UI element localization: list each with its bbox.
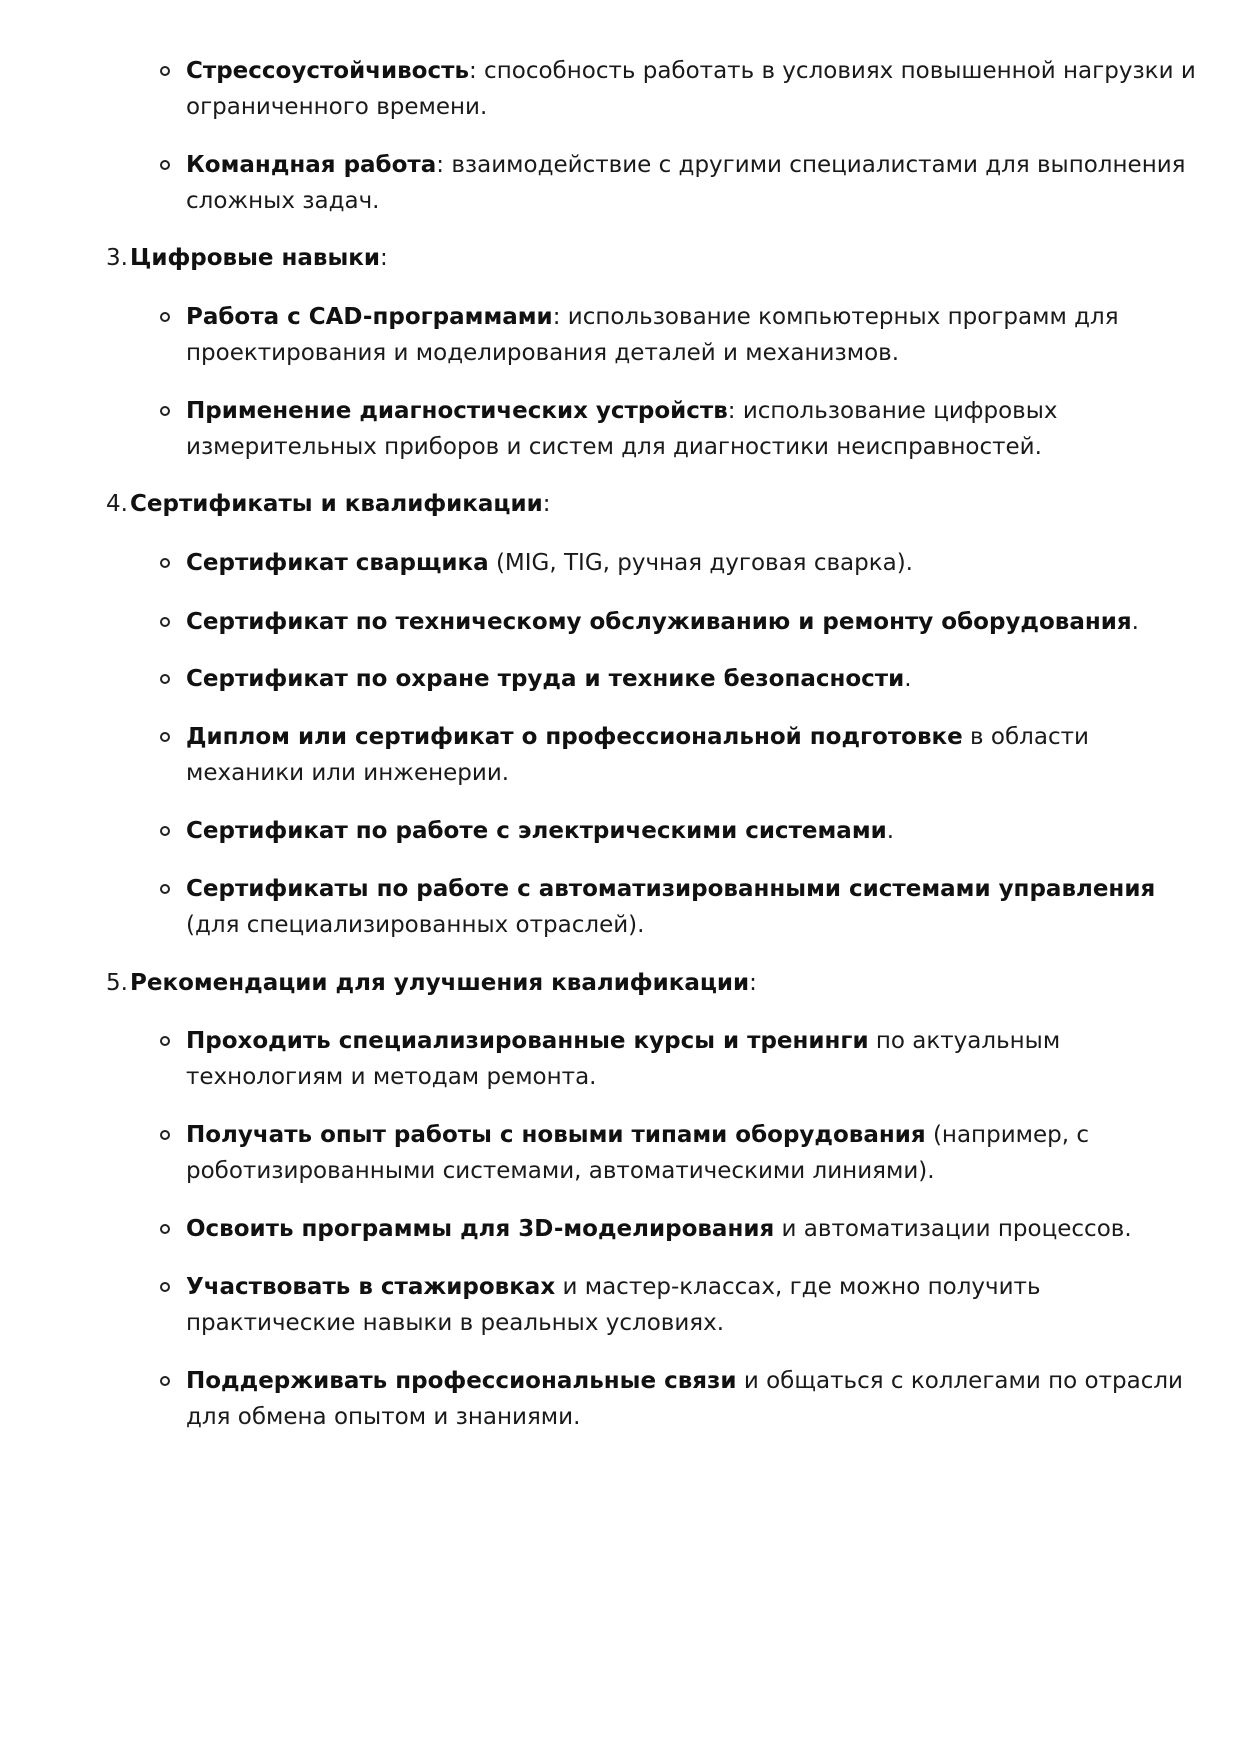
list-item-stress-line-2 <box>186 92 487 122</box>
list-item-text: сложных задач. <box>186 188 380 214</box>
section-suffix: : <box>749 970 757 996</box>
section-heading-recs <box>130 968 757 998</box>
section-title: Сертификаты и квалификации <box>130 491 543 517</box>
hollow-bullet-icon <box>160 160 170 170</box>
list-item-courses-line-1 <box>186 1026 1060 1056</box>
hollow-bullet-icon <box>160 406 170 416</box>
list-item-text: : использование компьютерных программ для <box>552 304 1119 330</box>
hollow-bullet-icon <box>160 826 170 836</box>
hollow-bullet-icon <box>160 674 170 684</box>
list-item-text: и общаться с коллегами по отрасли <box>736 1368 1183 1394</box>
list-item-text: . <box>1131 609 1139 635</box>
section-suffix: : <box>542 491 551 517</box>
list-item-text: технологиям и методам ремонта. <box>186 1064 597 1090</box>
list-item-text: . <box>886 818 895 844</box>
list-item-text: механики или инженерии. <box>186 760 510 786</box>
list-item-text: для обмена опытом и знаниями. <box>186 1404 581 1430</box>
list-item-text: : взаимодействие с другими специалистами для выполнения <box>436 152 1186 178</box>
section-title: Рекомендации для улучшения квалификации <box>130 970 750 996</box>
list-item-automation-line-1 <box>186 874 1155 904</box>
list-item-stress-line-1 <box>186 56 1196 86</box>
list-item-text: в области <box>962 724 1089 750</box>
list-item-experience-line-2 <box>186 1156 935 1186</box>
list-item-text: измерительных приборов и систем для диагностики неисправностей. <box>186 434 1042 460</box>
list-item-term: Сертификат по техническому обслуживанию и ремонту оборудования <box>186 609 1132 635</box>
list-item-diag-line-2 <box>186 432 1042 462</box>
list-item-term: Сертификаты по работе с автоматизированными системами управления <box>186 876 1156 902</box>
list-item-term: Сертификат сварщика <box>186 550 489 576</box>
list-item-text: практические навыки в реальных условиях. <box>186 1310 725 1336</box>
list-item-text: и мастер-классах, где можно получить <box>555 1274 1041 1300</box>
section-number: 4. <box>106 491 128 517</box>
section-heading-digital <box>130 243 388 273</box>
section-number: 5. <box>106 970 128 996</box>
list-item-text: (MIG, TIG, ручная дуговая сварка). <box>488 550 913 576</box>
list-item-internships-line-1 <box>186 1272 1041 1302</box>
section-suffix: : <box>380 245 388 271</box>
section-title: Цифровые навыки <box>130 245 380 271</box>
list-item-courses-line-2 <box>186 1062 596 1092</box>
list-item-automation-line-2 <box>186 910 644 940</box>
hollow-bullet-icon <box>160 1376 170 1386</box>
list-item-maintenance-line-1 <box>186 607 1139 637</box>
list-item-electric-line-1 <box>186 816 894 846</box>
list-item-text: : способность работать в условиях повышенной нагрузки и <box>469 58 1196 84</box>
list-item-text: ограниченного времени. <box>186 94 488 120</box>
list-item-term: Работа с CAD-программами <box>186 304 553 330</box>
list-item-text: и автоматизации процессов. <box>774 1216 1132 1242</box>
list-item-teamwork-line-1 <box>186 150 1186 180</box>
list-item-diploma-line-2 <box>186 758 509 788</box>
list-item-term: Поддерживать профессиональные связи <box>186 1368 737 1394</box>
hollow-bullet-icon <box>160 1282 170 1292</box>
list-item-term: Получать опыт работы с новыми типами оборудования <box>186 1122 926 1148</box>
list-item-term: Стрессоустойчивость <box>186 58 469 84</box>
list-item-text: (например, с <box>925 1122 1090 1148</box>
list-item-cad-line-1 <box>186 302 1119 332</box>
list-item-welder-line-1 <box>186 548 913 578</box>
hollow-bullet-icon <box>160 617 170 627</box>
list-item-teamwork-line-2 <box>186 186 379 216</box>
hollow-bullet-icon <box>160 1224 170 1234</box>
list-item-text: проектирования и моделирования деталей и механизмов. <box>186 340 900 366</box>
list-item-term: Диплом или сертификат о профессиональной подготовке <box>186 724 963 750</box>
list-item-term: Применение диагностических устройств <box>186 398 728 424</box>
list-item-text: (для специализированных отраслей). <box>186 912 645 938</box>
list-item-term: Освоить программы для 3D-моделирования <box>186 1216 775 1242</box>
section-number: 3. <box>106 245 128 271</box>
list-item-3d-line-1 <box>186 1214 1132 1244</box>
list-item-network-line-1 <box>186 1366 1183 1396</box>
list-item-text: по актуальным <box>868 1028 1061 1054</box>
hollow-bullet-icon <box>160 884 170 894</box>
list-item-text: роботизированными системами, автоматическими линиями). <box>186 1158 935 1184</box>
list-item-text: : использование цифровых <box>727 398 1058 424</box>
section-heading-certs <box>130 489 550 519</box>
list-item-diploma-line-1 <box>186 722 1089 752</box>
hollow-bullet-icon <box>160 66 170 76</box>
list-item-term: Сертификат по охране труда и технике безопасности <box>186 666 905 692</box>
list-item-network-line-2 <box>186 1402 580 1432</box>
list-item-diag-line-1 <box>186 396 1057 426</box>
hollow-bullet-icon <box>160 312 170 322</box>
list-item-term: Участвовать в стажировках <box>186 1274 556 1300</box>
list-item-term: Сертификат по работе с электрическими системами <box>186 818 887 844</box>
list-item-text: . <box>904 666 912 692</box>
list-item-cad-line-2 <box>186 338 899 368</box>
hollow-bullet-icon <box>160 1130 170 1140</box>
hollow-bullet-icon <box>160 558 170 568</box>
list-item-term: Командная работа <box>186 152 437 178</box>
hollow-bullet-icon <box>160 732 170 742</box>
list-item-safety-line-1 <box>186 664 912 694</box>
hollow-bullet-icon <box>160 1036 170 1046</box>
list-item-term: Проходить специализированные курсы и тренинги <box>186 1028 869 1054</box>
list-item-experience-line-1 <box>186 1120 1089 1150</box>
list-item-internships-line-2 <box>186 1308 724 1338</box>
